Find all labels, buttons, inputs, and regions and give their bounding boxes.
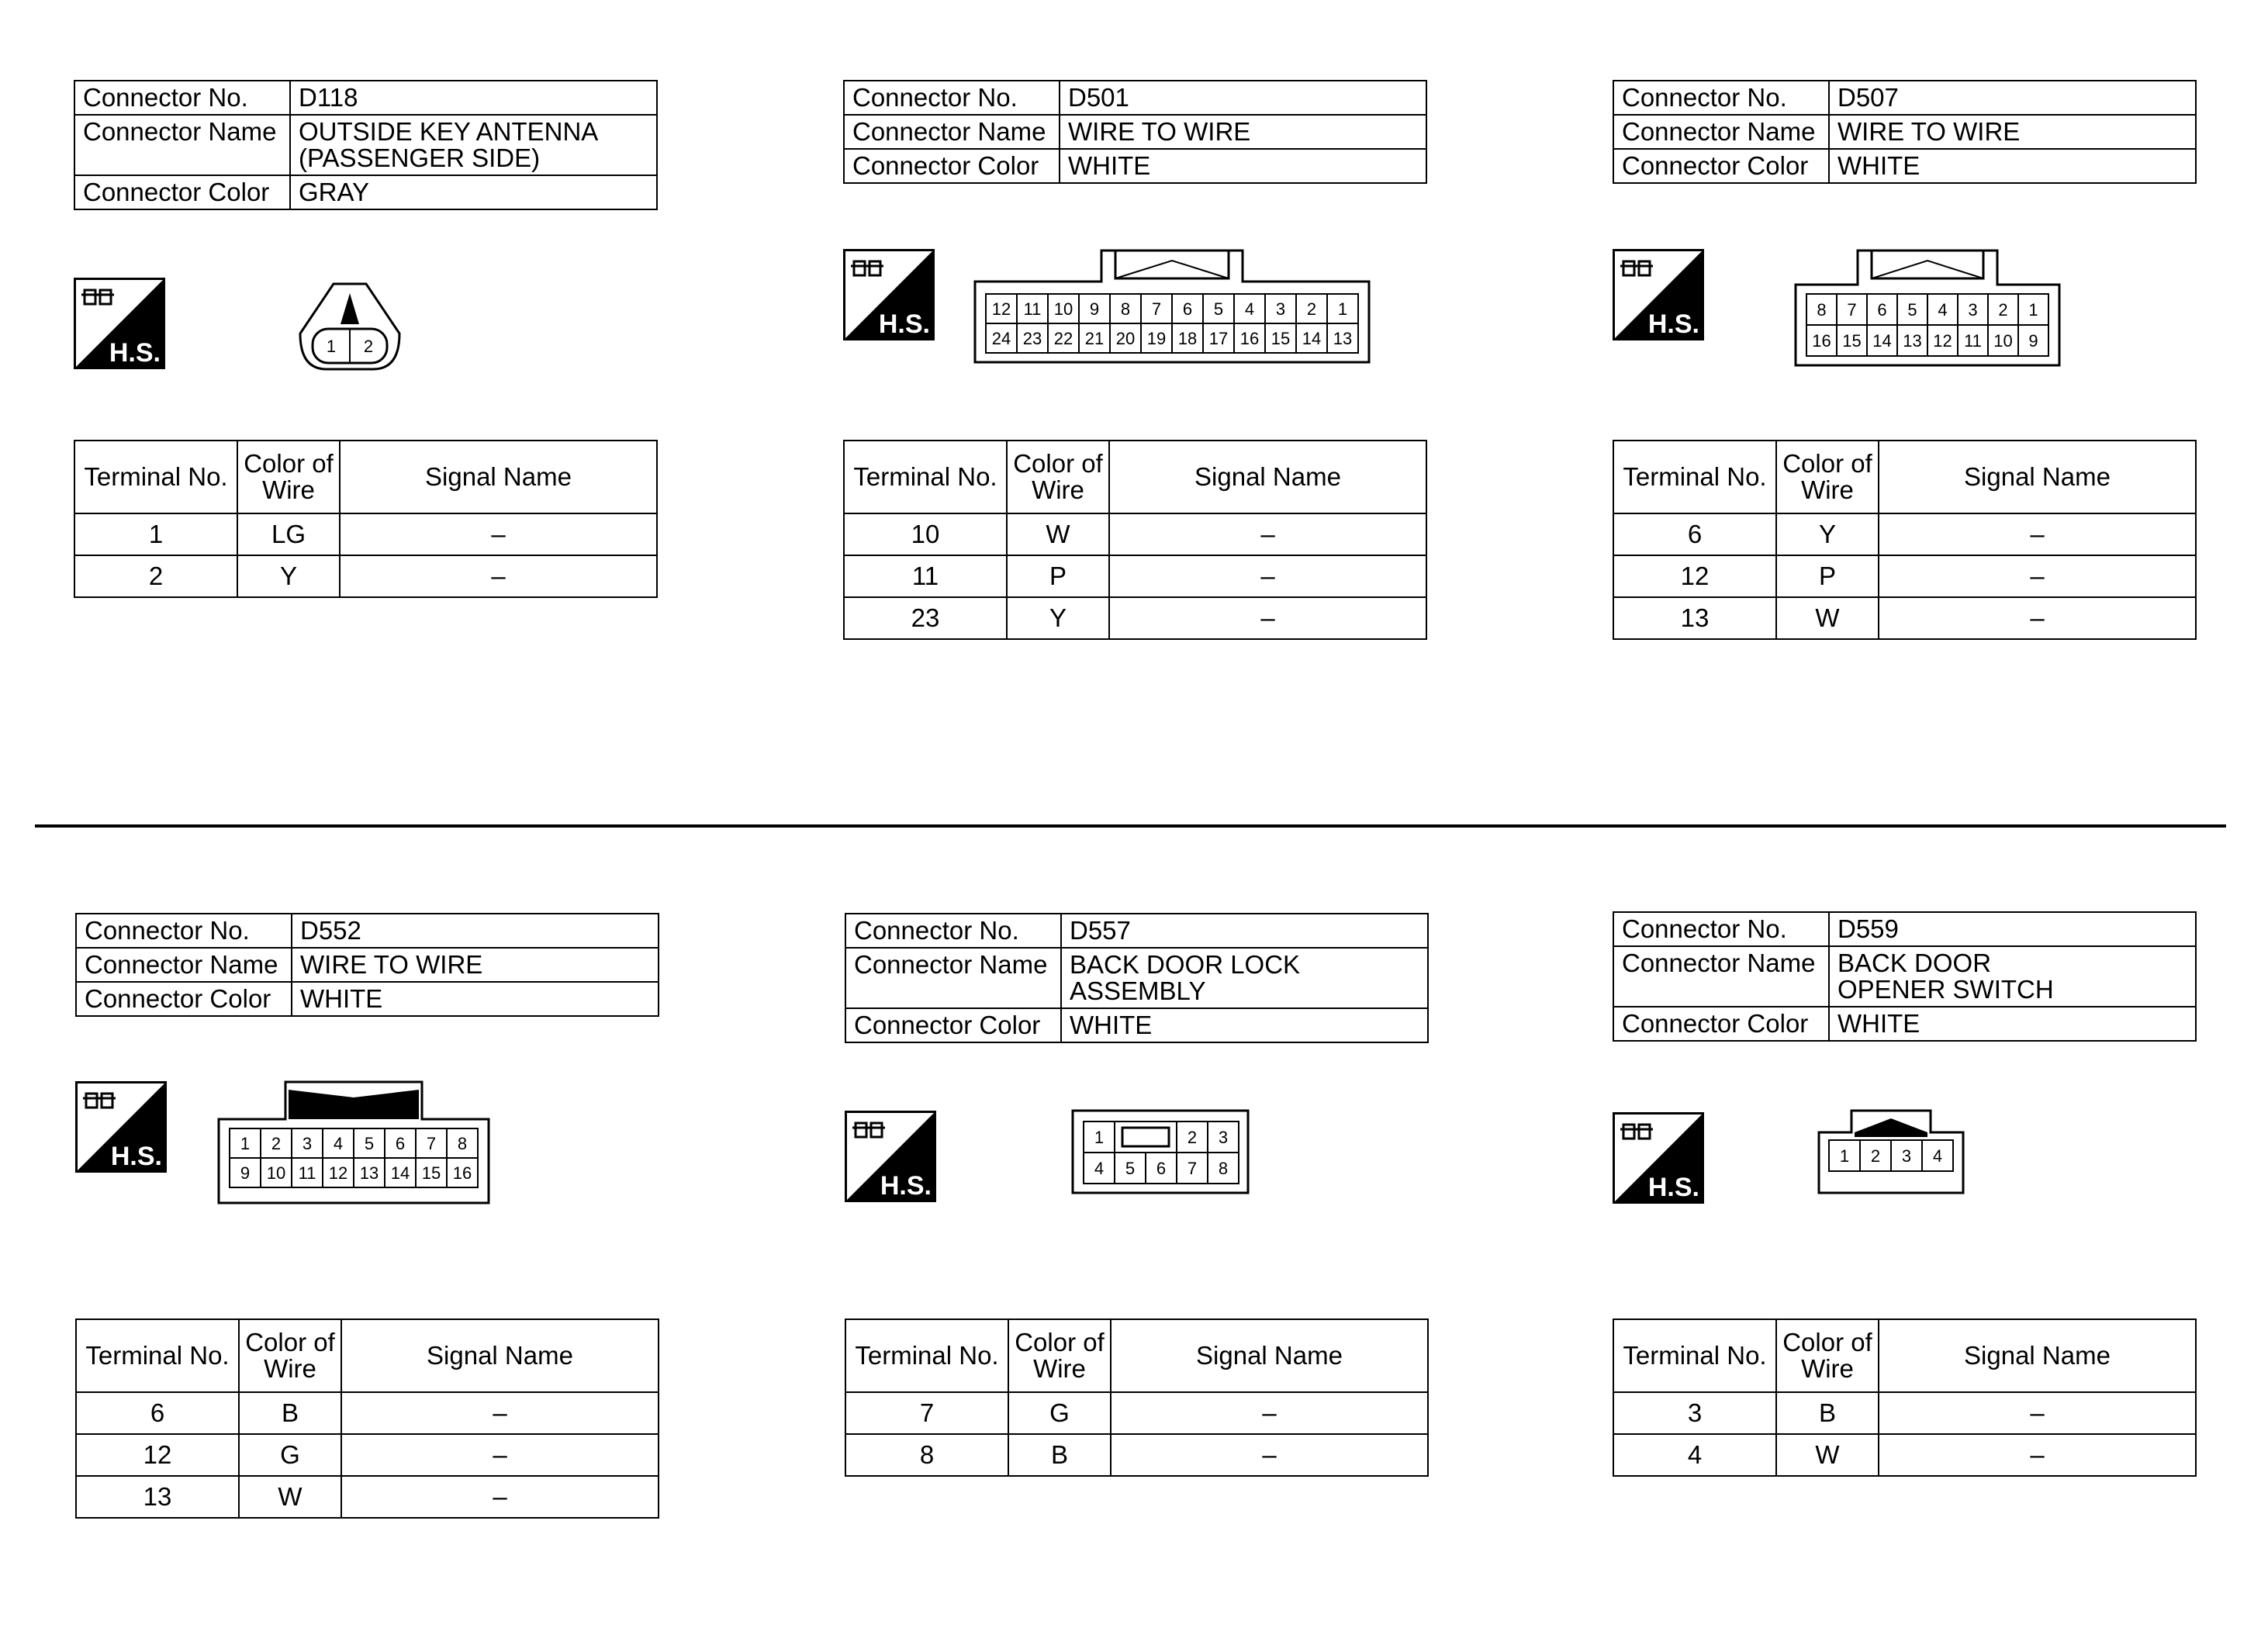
pin-number: 3 bbox=[1218, 1127, 1229, 1147]
terminal-no: 1 bbox=[74, 513, 237, 555]
pin-number: 3 bbox=[1275, 299, 1286, 319]
signal-name: – bbox=[1109, 555, 1426, 597]
wire-color: B bbox=[239, 1392, 341, 1434]
label-connector-name: Connector Name bbox=[76, 948, 292, 982]
table-row bbox=[1613, 555, 2196, 597]
pin-number: 7 bbox=[1187, 1158, 1198, 1178]
signal-name: – bbox=[340, 555, 657, 597]
pin-number: 3 bbox=[1968, 299, 1978, 320]
connector-face-d507 bbox=[1794, 249, 2061, 367]
pin-number: 14 bbox=[1872, 330, 1892, 351]
wire-color: Y bbox=[1007, 597, 1109, 639]
pin-number: 8 bbox=[457, 1133, 468, 1153]
label-connector-no: Connector No. bbox=[844, 81, 1060, 115]
connector-info-table bbox=[75, 913, 659, 1017]
connector-color-value: WHITE bbox=[1060, 149, 1426, 183]
connector-face-d118 bbox=[299, 278, 401, 372]
pin-number: 5 bbox=[1907, 299, 1917, 320]
connector-info-table bbox=[1613, 911, 2197, 1042]
terminal-no: 13 bbox=[76, 1476, 239, 1518]
pin-number: 19 bbox=[1146, 328, 1167, 348]
pin-number: 14 bbox=[1302, 328, 1322, 348]
header-signal-name: Signal Name bbox=[340, 441, 657, 513]
wire-color: LG bbox=[237, 513, 340, 555]
pin-number: 6 bbox=[1156, 1158, 1167, 1178]
terminal-no: 4 bbox=[1613, 1434, 1776, 1476]
connector-info-table bbox=[74, 80, 658, 210]
svg-text:H.S.: H.S. bbox=[109, 338, 161, 368]
wire-color: Y bbox=[237, 555, 340, 597]
wire-color: G bbox=[1008, 1392, 1111, 1434]
pin-number: 3 bbox=[1901, 1146, 1912, 1166]
pin-number: 9 bbox=[2028, 330, 2038, 351]
terminal-no: 12 bbox=[1613, 555, 1776, 597]
pin-number: 8 bbox=[1120, 299, 1131, 319]
connector-panel-d507 bbox=[1613, 80, 2202, 817]
pin-number: 2 bbox=[1998, 299, 2008, 320]
pin-grid bbox=[1806, 294, 2048, 356]
label-connector-color: Connector Color bbox=[74, 175, 290, 209]
pin-number: 7 bbox=[1847, 299, 1857, 320]
header-color-of-wire: Color of Wire bbox=[1007, 441, 1109, 513]
pin-number: 20 bbox=[1115, 328, 1136, 348]
header-terminal-no: Terminal No. bbox=[1613, 1319, 1776, 1392]
pin-number: 5 bbox=[364, 1133, 375, 1153]
svg-text:H.S.: H.S. bbox=[110, 1142, 162, 1171]
connector-name-value: BACK DOOR OPENER SWITCH bbox=[1829, 946, 2196, 1007]
pin-number: 7 bbox=[1151, 299, 1162, 319]
pin-number: 9 bbox=[240, 1163, 251, 1183]
svg-text:H.S.: H.S. bbox=[1647, 1173, 1699, 1202]
label-connector-color: Connector Color bbox=[76, 982, 292, 1016]
pin-number: 17 bbox=[1208, 328, 1229, 348]
connector-panel-d552 bbox=[75, 913, 665, 1650]
pin-number: 2 bbox=[1187, 1127, 1198, 1147]
connector-no-value: D559 bbox=[1829, 912, 2196, 946]
terminal-no: 2 bbox=[74, 555, 237, 597]
terminal-table bbox=[845, 1318, 1429, 1477]
pin-number: 1 bbox=[1094, 1127, 1105, 1147]
harness-side-icon bbox=[75, 1081, 167, 1173]
harness-side-icon bbox=[1613, 249, 1704, 340]
terminal-table bbox=[1613, 1318, 2197, 1477]
harness-side-icon bbox=[845, 1111, 936, 1202]
terminal-no: 13 bbox=[1613, 597, 1776, 639]
pin-number: 15 bbox=[1271, 328, 1291, 348]
svg-text:1: 1 bbox=[326, 337, 337, 356]
svg-text:2: 2 bbox=[363, 337, 374, 356]
label-connector-no: Connector No. bbox=[845, 914, 1061, 948]
connector-name-value: WIRE TO WIRE bbox=[1829, 115, 2196, 149]
terminal-no: 6 bbox=[76, 1392, 239, 1434]
connector-panel-d118 bbox=[74, 80, 663, 817]
signal-name: – bbox=[341, 1476, 659, 1518]
pin-number: 6 bbox=[1182, 299, 1193, 319]
table-row bbox=[1613, 1434, 2196, 1476]
pin-grid bbox=[986, 294, 1358, 353]
pin-number: 4 bbox=[1938, 299, 1948, 320]
connector-no-value: D501 bbox=[1060, 81, 1426, 115]
pin-number: 12 bbox=[991, 299, 1011, 319]
label-connector-color: Connector Color bbox=[845, 1008, 1061, 1042]
connector-no-value: D118 bbox=[290, 81, 657, 115]
harness-side-icon bbox=[1613, 1112, 1704, 1204]
pin-number: 7 bbox=[426, 1133, 437, 1153]
pin-number: 10 bbox=[1993, 330, 2013, 351]
pin-number: 5 bbox=[1213, 299, 1224, 319]
label-connector-color: Connector Color bbox=[1613, 1007, 1829, 1041]
pin-number: 1 bbox=[1839, 1146, 1850, 1166]
pin-number: 1 bbox=[1337, 299, 1348, 319]
pin-number: 11 bbox=[298, 1163, 316, 1183]
terminal-no: 3 bbox=[1613, 1392, 1776, 1434]
header-color-of-wire: Color of Wire bbox=[1008, 1319, 1111, 1392]
table-row bbox=[845, 1434, 1428, 1476]
table-row bbox=[1613, 513, 2196, 555]
header-color-of-wire: Color of Wire bbox=[237, 441, 340, 513]
wire-color: Y bbox=[1776, 513, 1879, 555]
terminal-table bbox=[1613, 440, 2197, 640]
header-signal-name: Signal Name bbox=[1109, 441, 1426, 513]
wire-color: W bbox=[1776, 1434, 1879, 1476]
header-signal-name: Signal Name bbox=[1879, 1319, 2196, 1392]
table-row bbox=[76, 1392, 659, 1434]
terminal-no: 12 bbox=[76, 1434, 239, 1476]
header-terminal-no: Terminal No. bbox=[845, 1319, 1008, 1392]
header-signal-name: Signal Name bbox=[341, 1319, 659, 1392]
signal-name: – bbox=[1109, 513, 1426, 555]
connector-face-d552 bbox=[217, 1080, 490, 1204]
connector-face-d501 bbox=[973, 249, 1371, 365]
header-terminal-no: Terminal No. bbox=[76, 1319, 239, 1392]
signal-name: – bbox=[340, 513, 657, 555]
pin-number: 1 bbox=[240, 1133, 251, 1153]
signal-name: – bbox=[1879, 1392, 2196, 1434]
terminal-table bbox=[843, 440, 1427, 640]
pin-grid bbox=[1829, 1140, 1953, 1171]
pin-number: 10 bbox=[266, 1163, 286, 1183]
section-divider bbox=[35, 824, 2226, 828]
signal-name: – bbox=[1111, 1392, 1428, 1434]
signal-name: – bbox=[1109, 597, 1426, 639]
wire-color: G bbox=[239, 1434, 341, 1476]
label-connector-color: Connector Color bbox=[844, 149, 1060, 183]
connector-info-table bbox=[845, 913, 1429, 1043]
label-connector-color: Connector Color bbox=[1613, 149, 1829, 183]
connector-info-table bbox=[843, 80, 1427, 184]
label-connector-name: Connector Name bbox=[1613, 115, 1829, 149]
label-connector-name: Connector Name bbox=[844, 115, 1060, 149]
pin-number: 4 bbox=[333, 1133, 344, 1153]
pin-number: 23 bbox=[1022, 328, 1042, 348]
connector-panel-d557 bbox=[845, 913, 1434, 1650]
table-row bbox=[76, 1476, 659, 1518]
terminal-no: 6 bbox=[1613, 513, 1776, 555]
terminal-no: 7 bbox=[845, 1392, 1008, 1434]
pin-number: 2 bbox=[1870, 1146, 1881, 1166]
connector-name-value: OUTSIDE KEY ANTENNA (PASSENGER SIDE) bbox=[290, 115, 657, 175]
signal-name: – bbox=[1879, 513, 2196, 555]
pin-number: 6 bbox=[1877, 299, 1887, 320]
signal-name: – bbox=[1111, 1434, 1428, 1476]
wire-color: P bbox=[1776, 555, 1879, 597]
pin-number: 6 bbox=[395, 1133, 406, 1153]
connector-name-value: WIRE TO WIRE bbox=[1060, 115, 1426, 149]
pin-number: 8 bbox=[1218, 1158, 1229, 1178]
connector-face-d557 bbox=[1071, 1109, 1250, 1194]
pin-number: 4 bbox=[1932, 1146, 1943, 1166]
label-connector-no: Connector No. bbox=[76, 914, 292, 948]
pin-number: 4 bbox=[1244, 299, 1255, 319]
header-color-of-wire: Color of Wire bbox=[1776, 1319, 1879, 1392]
connector-no-value: D557 bbox=[1061, 914, 1428, 948]
table-row bbox=[844, 597, 1426, 639]
header-color-of-wire: Color of Wire bbox=[239, 1319, 341, 1392]
pin-number: 5 bbox=[1125, 1158, 1136, 1178]
pin-number: 10 bbox=[1053, 299, 1073, 319]
pin-number: 12 bbox=[1933, 330, 1952, 351]
pin-number: 8 bbox=[1817, 299, 1827, 320]
terminal-no: 11 bbox=[844, 555, 1007, 597]
svg-text:H.S.: H.S. bbox=[878, 309, 930, 339]
pin-number: 12 bbox=[328, 1163, 348, 1183]
pin-number: 13 bbox=[359, 1163, 379, 1183]
signal-name: – bbox=[341, 1392, 659, 1434]
connector-color-value: WHITE bbox=[1061, 1008, 1428, 1042]
connector-color-value: WHITE bbox=[1829, 1007, 2196, 1041]
pin-number: 2 bbox=[271, 1133, 282, 1153]
pin-number: 15 bbox=[1842, 330, 1862, 351]
label-connector-no: Connector No. bbox=[74, 81, 290, 115]
pin-number: 21 bbox=[1084, 328, 1105, 348]
header-color-of-wire: Color of Wire bbox=[1776, 441, 1879, 513]
pin-number: 4 bbox=[1094, 1158, 1105, 1178]
wire-color: W bbox=[1776, 597, 1879, 639]
pin-number: 15 bbox=[421, 1163, 441, 1183]
header-terminal-no: Terminal No. bbox=[1613, 441, 1776, 513]
wire-color: W bbox=[239, 1476, 341, 1518]
svg-text:H.S.: H.S. bbox=[1647, 309, 1699, 339]
label-connector-name: Connector Name bbox=[74, 115, 290, 175]
pin-number: 1 bbox=[2028, 299, 2038, 320]
pin-number: 18 bbox=[1177, 328, 1198, 348]
wire-color: B bbox=[1008, 1434, 1111, 1476]
header-terminal-no: Terminal No. bbox=[844, 441, 1007, 513]
connector-no-value: D507 bbox=[1829, 81, 2196, 115]
pin-number: 16 bbox=[1812, 330, 1831, 351]
wire-color: W bbox=[1007, 513, 1109, 555]
connector-info-table bbox=[1613, 80, 2197, 184]
pin-number: 11 bbox=[1964, 330, 1982, 351]
signal-name: – bbox=[1879, 1434, 2196, 1476]
pin-number: 24 bbox=[991, 328, 1011, 348]
signal-name: – bbox=[1879, 597, 2196, 639]
pin-grid bbox=[230, 1128, 478, 1187]
connector-name-value: WIRE TO WIRE bbox=[292, 948, 659, 982]
pin-number: 16 bbox=[1239, 328, 1260, 348]
header-signal-name: Signal Name bbox=[1111, 1319, 1428, 1392]
table-row bbox=[74, 513, 657, 555]
table-row bbox=[1613, 597, 2196, 639]
terminal-table bbox=[75, 1318, 659, 1519]
pin-number: 11 bbox=[1023, 299, 1042, 319]
label-connector-name: Connector Name bbox=[1613, 946, 1829, 1007]
terminal-no: 10 bbox=[844, 513, 1007, 555]
terminal-table bbox=[74, 440, 658, 598]
table-row bbox=[74, 555, 657, 597]
connector-panel-d501 bbox=[843, 80, 1433, 817]
connector-panel-d559 bbox=[1613, 911, 2202, 1648]
header-signal-name: Signal Name bbox=[1879, 441, 2196, 513]
connector-color-value: WHITE bbox=[292, 982, 659, 1016]
pin-number: 3 bbox=[302, 1133, 313, 1153]
harness-side-icon bbox=[74, 278, 165, 369]
label-connector-name: Connector Name bbox=[845, 948, 1061, 1008]
pin-number: 9 bbox=[1089, 299, 1100, 319]
table-row bbox=[1613, 1392, 2196, 1434]
harness-side-icon bbox=[843, 249, 935, 340]
table-row bbox=[845, 1392, 1428, 1434]
wire-color: P bbox=[1007, 555, 1109, 597]
pin-number: 13 bbox=[1333, 328, 1353, 348]
pin-number: 22 bbox=[1053, 328, 1073, 348]
pin-number: 2 bbox=[1306, 299, 1317, 319]
connector-color-value: GRAY bbox=[290, 175, 657, 209]
svg-text:H.S.: H.S. bbox=[880, 1171, 932, 1201]
pin-number: 14 bbox=[390, 1163, 410, 1183]
connector-no-value: D552 bbox=[292, 914, 659, 948]
table-row bbox=[844, 513, 1426, 555]
signal-name: – bbox=[341, 1434, 659, 1476]
connector-name-value: BACK DOOR LOCK ASSEMBLY bbox=[1061, 948, 1428, 1008]
pin-number: 13 bbox=[1903, 330, 1922, 351]
signal-name: – bbox=[1879, 555, 2196, 597]
connector-face-d559 bbox=[1817, 1109, 1965, 1194]
table-row bbox=[844, 555, 1426, 597]
table-row bbox=[76, 1434, 659, 1476]
header-terminal-no: Terminal No. bbox=[74, 441, 237, 513]
label-connector-no: Connector No. bbox=[1613, 81, 1829, 115]
terminal-no: 23 bbox=[844, 597, 1007, 639]
terminal-no: 8 bbox=[845, 1434, 1008, 1476]
wire-color: B bbox=[1776, 1392, 1879, 1434]
connector-color-value: WHITE bbox=[1829, 149, 2196, 183]
pin-number: 16 bbox=[452, 1163, 472, 1183]
label-connector-no: Connector No. bbox=[1613, 912, 1829, 946]
